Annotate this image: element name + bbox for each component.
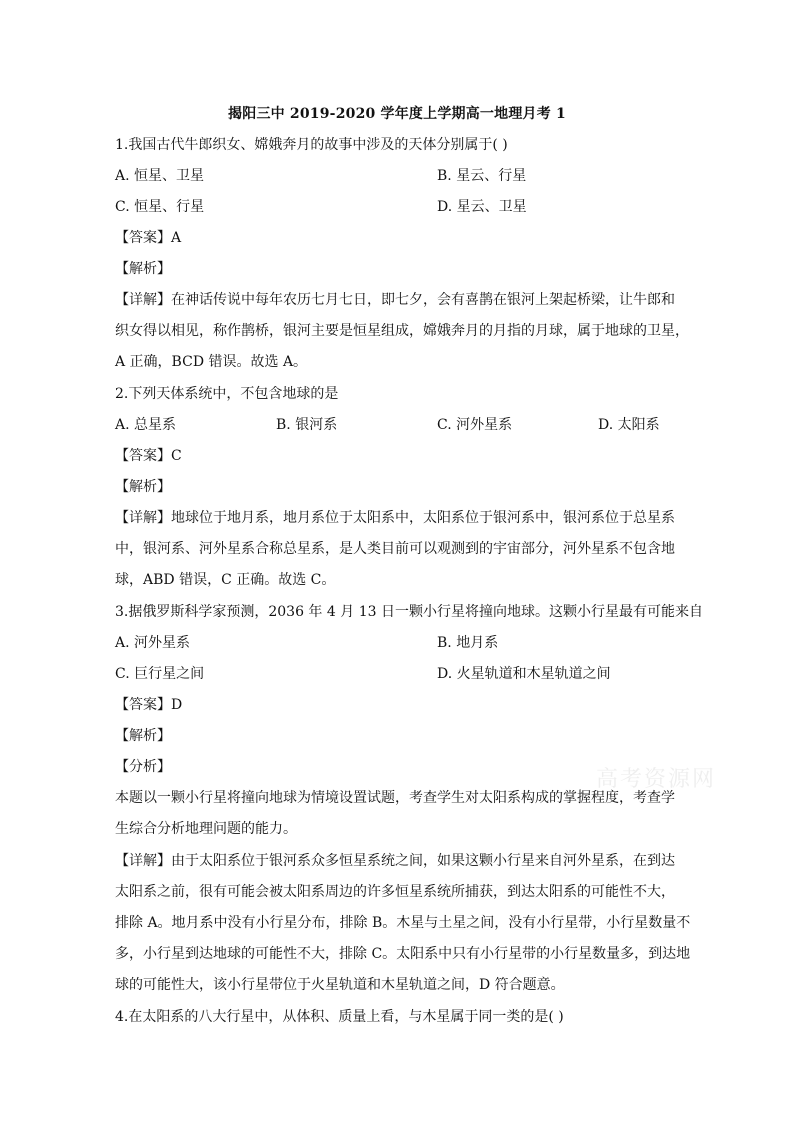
page-title: 揭阳三中 2019-2020 学年度上学期高一地理月考 1 bbox=[228, 106, 566, 122]
q3-answer: 【答案】D bbox=[115, 697, 183, 713]
q1-detail-line-2: 织女得以相见，称作鹊桥，银河主要是恒星组成，嫦娥奔月的月指的月球，属于地球的卫星， bbox=[115, 323, 689, 339]
q3-fenxi-line-2: 生综合分析地理问题的能力。 bbox=[115, 821, 297, 837]
q2-option-d: D. 太阳系 bbox=[598, 417, 660, 433]
q1-analysis: 【解析】 bbox=[115, 261, 171, 277]
q3-detail-line-1: 【详解】由于太阳系位于银河系众多恒星系统之间，如果这颗小行星来自河外星系，在到达 bbox=[115, 853, 675, 869]
q1-option-d: D. 星云、卫星 bbox=[437, 199, 527, 215]
q3-stem: 3.据俄罗斯科学家预测，2036 年 4 月 13 日一颗小行星将撞向地球。这颗小行星最有可能来自 bbox=[115, 604, 703, 620]
q1-answer: 【答案】A bbox=[115, 230, 182, 246]
q1-option-a: A. 恒星、卫星 bbox=[115, 168, 205, 184]
q3-option-a: A. 河外星系 bbox=[115, 635, 191, 651]
q3-detail-line-4: 多，小行星到达地球的可能性不大，排除 C。太阳系中只有小行星带的小行星数量多，到达地 bbox=[115, 946, 691, 962]
q3-fenxi-line-1: 本题以一颗小行星将撞向地球为情境设置试题，考查学生对太阳系构成的掌握程度，考查学 bbox=[115, 790, 675, 806]
q3-option-b: B. 地月系 bbox=[437, 635, 499, 651]
q2-answer: 【答案】C bbox=[115, 448, 182, 464]
q1-option-b: B. 星云、行星 bbox=[437, 168, 527, 184]
q3-detail-line-3: 排除 A。地月系中没有小行星分布，排除 B。木星与土星之间，没有小行星带，小行星数量不 bbox=[115, 915, 691, 931]
q2-stem: 2.下列天体系统中，不包含地球的是 bbox=[115, 386, 339, 402]
q2-analysis: 【解析】 bbox=[115, 479, 171, 495]
q2-option-a: A. 总星系 bbox=[115, 417, 177, 433]
q2-detail-line-3: 球，ABD 错误，C 正确。故选 C。 bbox=[115, 572, 336, 588]
q3-detail-line-5: 球的可能性大，该小行星带位于火星轨道和木星轨道之间，D 符合题意。 bbox=[115, 977, 565, 993]
watermark: 高考资源网 bbox=[596, 767, 717, 792]
q2-detail-line-1: 【详解】地球位于地月系，地月系位于太阳系中，太阳系位于银河系中，银河系位于总星系 bbox=[115, 510, 675, 526]
q2-detail-line-2: 中，银河系、河外星系合称总星系，是人类目前可以观测到的宇宙部分，河外星系不包含地 bbox=[115, 541, 675, 557]
q3-option-d: D. 火星轨道和木星轨道之间 bbox=[437, 666, 611, 682]
q2-option-c: C. 河外星系 bbox=[437, 417, 513, 433]
q1-detail-line-1: 【详解】在神话传说中每年农历七月七日，即七夕，会有喜鹊在银河上架起桥梁，让牛郎和 bbox=[115, 292, 675, 308]
q3-fenxi-heading: 【分析】 bbox=[115, 759, 171, 775]
q3-detail-line-2: 太阳系之前，很有可能会被太阳系周边的许多恒星系统所捕获，到达太阳系的可能性不大， bbox=[115, 884, 675, 900]
q3-analysis: 【解析】 bbox=[115, 728, 171, 744]
q2-option-b: B. 银河系 bbox=[276, 417, 338, 433]
q1-detail-line-3: A 正确，BCD 错误。故选 A。 bbox=[115, 354, 308, 370]
q4-stem: 4.在太阳系的八大行星中，从体积、质量上看，与木星属于同一类的是( ) bbox=[115, 1009, 564, 1025]
q3-option-c: C. 巨行星之间 bbox=[115, 666, 205, 682]
q1-stem: 1.我国古代牛郎织女、嫦娥奔月的故事中涉及的天体分别属于( ) bbox=[115, 137, 508, 153]
q1-option-c: C. 恒星、行星 bbox=[115, 199, 205, 215]
